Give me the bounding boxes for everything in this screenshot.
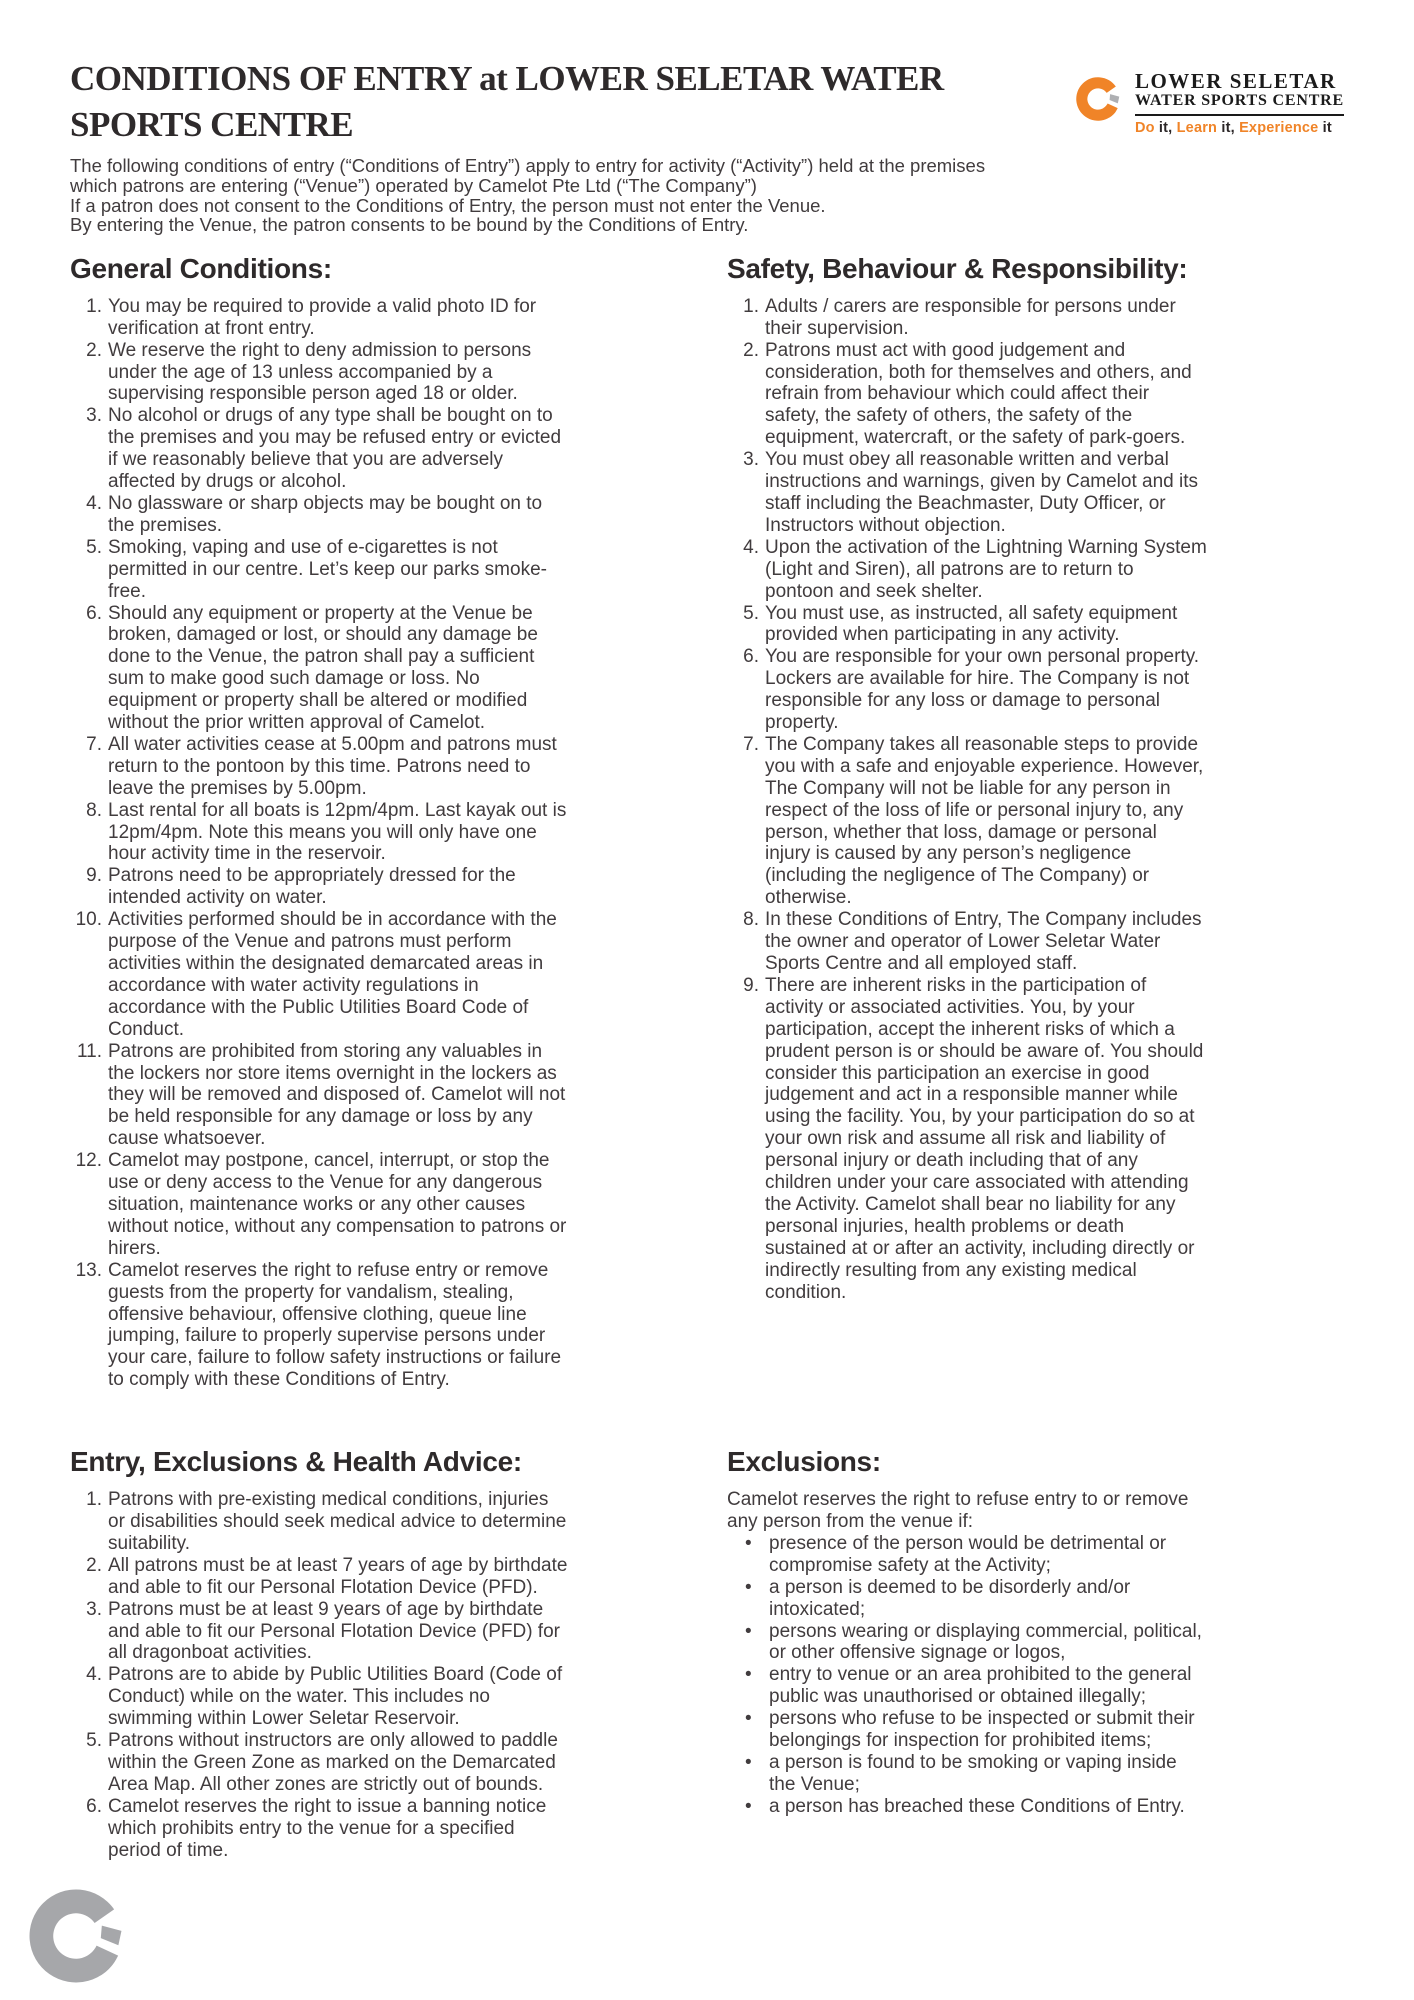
list-item: Adults / carers are responsible for persons under their supervision. — [765, 295, 1176, 339]
list-item: Smoking, vaping and use of e-cigarettes is not permitted in our centre. Let’s keep our parks smoke-free. — [108, 536, 547, 602]
list-item: You may be required to provide a valid photo ID for verification at front entry. — [108, 295, 537, 339]
list-item: Activities performed should be in accordance with the purpose of the Venue and patrons must perform activities within the designated demarcated areas in accordance with water activity regulations in accordance with the Public Utilities Board Code of Conduct. — [108, 909, 557, 1040]
safety-list — [727, 296, 1207, 1304]
list-item: Camelot reserves the right to refuse entry or remove guests from the property for vandalism, stealing, offensive behaviour, offensive clothing, queue line jumping, failure to properly supervise persons under your care, failure to follow safety instructions or failure to comply with these Conditions of Entry. — [108, 1259, 562, 1391]
header — [70, 56, 1344, 148]
list-item: Camelot may postpone, cancel, interrupt, or stop the use or deny access to the Venue for any dangerous situation, maintenance works or any other causes without notice, without any compensation to patrons or hirers. — [108, 1150, 567, 1259]
list-item: No glassware or sharp objects may be bought on to the premises. — [108, 492, 543, 536]
safety-heading: Safety, Behaviour & Responsibility: — [727, 252, 1188, 284]
exclusions-intro: Camelot reserves the right to refuse entry to or remove any person from the venue if: — [727, 1489, 1189, 1533]
page-title-line-1: CONDITIONS OF ENTRY at LOWER SELETAR WATER — [70, 59, 944, 98]
camelot-c-watermark-icon — [16, 1874, 136, 1998]
page-title-line-2: SPORTS CENTRE — [70, 105, 354, 145]
logo — [1071, 70, 1344, 136]
list-item: You must obey all reasonable written and verbal instructions and warnings, given by Camelot and its staff including the Beachmaster, Duty Officer, or Instructors without objection. — [765, 449, 1199, 536]
list-item: The Company takes all reasonable steps to provide you with a safe and enjoyable experience. However, The Company will not be liable for any person in respect of the loss of life or personal injury to, any person, whether that loss, damage or personal injury is caused by any person’s negligence (including the negligence of The Company) or otherwise. — [765, 733, 1204, 909]
tagline-word: Experience — [1239, 120, 1323, 137]
list-item: Patrons with pre-existing medical conditions, injuries or disabilities should seek medical advice to determine suitability. — [108, 1489, 567, 1554]
list-item: • a person is deemed to be disorderly and/or intoxicated; — [727, 1577, 1207, 1621]
list-item: In these Conditions of Entry, The Company includes the owner and operator of Lower Seletar Water Sports Centre and all employed staff. — [765, 909, 1202, 974]
tagline-word: it, — [1158, 120, 1177, 137]
list-item: Patrons without instructors are only allowed to paddle within the Green Zone as marked on the Demarcated Area Map. All other zones are strictly out of bounds. — [108, 1730, 558, 1795]
logo-name-line-1: LOWER SELETAR — [1134, 69, 1337, 93]
list-item: Patrons need to be appropriately dressed for the intended activity on water. — [108, 865, 516, 909]
list-item: All water activities cease at 5.00pm and patrons must return to the pontoon by this time. Patrons need to leave the premises by 5.00pm. — [108, 733, 557, 799]
intro-paragraphs — [70, 156, 1035, 234]
intro-paragraph-3: By entering the Venue, the patron consents to be bound by the Conditions of Entry. — [70, 214, 749, 236]
general-conditions-heading: General Conditions: — [70, 252, 332, 284]
list-item: • entry to venue or an area prohibited to the general public was unauthorised or obtained illegally; — [727, 1664, 1207, 1708]
list-item: Patrons are to abide by Public Utilities Board (Code of Conduct) while on the water. This includes no swimming within Lower Seletar Reservoir. — [108, 1664, 563, 1730]
list-item: • presence of the person would be detrimental or compromise safety at the Activity; — [727, 1533, 1207, 1577]
list-item: All patrons must be at least 7 years of age by birthdate and able to fit our Personal Flotation Device (PFD). — [108, 1554, 568, 1598]
list-item: Should any equipment or property at the Venue be broken, damaged or lost, or should any damage be done to the Venue, the patron shall pay a sufficient sum to make good such damage or loss. No equipment or property shall be altered or modified without the prior written approval of Camelot. — [108, 602, 538, 734]
exclusions-heading: Exclusions: — [727, 1446, 881, 1478]
list-item: We reserve the right to deny admission to persons under the age of 13 unless accompanied by a supervising responsible person aged 18 or older. — [108, 339, 532, 405]
list-item: Camelot reserves the right to issue a banning notice which prohibits entry to the venue for a specified period of time. — [108, 1795, 547, 1861]
section-entry-exclusions-health-advice — [70, 1446, 570, 1861]
intro-paragraph-2: If a patron does not consent to the Conditions of Entry, the person must not enter the Venue. — [70, 194, 826, 216]
list-item: You must use, as instructed, all safety equipment provided when participating in any activity. — [765, 602, 1178, 646]
section-exclusions — [727, 1446, 1207, 1861]
general-conditions-list — [70, 296, 570, 1391]
section-general-conditions — [70, 253, 570, 1391]
entry-exclusions-list — [70, 1489, 570, 1861]
tagline-word: it — [1322, 120, 1332, 137]
list-item: • a person is found to be smoking or vaping inside the Venue; — [727, 1752, 1207, 1796]
list-item: Last rental for all boats is 12pm/4pm. Last kayak out is 12pm/4pm. Note this means you will only have one hour activity time in the reservoir. — [108, 799, 567, 865]
list-item: Patrons are prohibited from storing any valuables in the lockers nor store items overnight in the lockers as they will be removed and disposed of. Camelot will not be held responsible for any damage or loss by any cause whatsoever. — [108, 1040, 566, 1150]
camelot-c-logo-icon — [1071, 70, 1125, 128]
content-columns — [70, 253, 1344, 1862]
list-item: No alcohol or drugs of any type shall be bought on to the premises and you may be refused entry or evicted if we reasonably believe that you are adversely affected by drugs or alcohol. — [108, 405, 562, 493]
logo-name-line-2: WATER SPORTS CENTRE — [1135, 92, 1344, 116]
list-item: Patrons must act with good judgement and consideration, both for themselves and others, and refrain from behaviour which could affect their safety, the safety of others, the safety of the equipment, watercraft, or the safety of park-goers. — [765, 339, 1192, 449]
logo-tagline — [1135, 120, 1344, 136]
tagline-word: Do — [1134, 120, 1159, 137]
list-item: There are inherent risks in the participation of activity or associated activities. You, by your participation, accept the inherent risks of which a prudent person is or should be aware of. You should consider this participation an exercise in good judgement and act in a responsible manner while using the facility. You, by your participation do so at your own risk and assume all risk and liability of personal injury or death including that of any children under your care associated with attending the Activity. Camelot shall bear no liability for any personal injuries, health problems or death sustained at or after an activity, including directly or indirectly resulting from any existing medical condition. — [765, 974, 1204, 1303]
page-title — [70, 56, 1030, 148]
list-item: Upon the activation of the Lightning Warning System (Light and Siren), all patrons are to return to pontoon and seek shelter. — [765, 536, 1207, 602]
tagline-word: Learn — [1176, 120, 1222, 137]
list-item: You are responsible for your own personal property. Lockers are available for hire. The Company is not responsible for any loss or damage to personal property. — [765, 646, 1200, 734]
list-item: • persons who refuse to be inspected or submit their belongings for inspection for prohibited items; — [727, 1708, 1207, 1752]
exclusions-list — [727, 1533, 1207, 1818]
list-item: Patrons must be at least 9 years of age by birthdate and able to fit our Personal Flotation Device (PFD) for all dragonboat activities. — [108, 1598, 560, 1664]
entry-exclusions-heading: Entry, Exclusions & Health Advice: — [70, 1446, 522, 1478]
intro-paragraph-1: The following conditions of entry (“Conditions of Entry”) apply to entry for activity (“Activity”) held at the premises which patrons are entering (“Venue”) operated by Camelot Pte Ltd (“The Company”) — [70, 155, 986, 196]
list-item: • persons wearing or displaying commercial, political, or other offensive signage or logos, — [727, 1621, 1207, 1665]
section-safety-behaviour-responsibility — [727, 253, 1207, 1391]
tagline-word: it, — [1221, 120, 1240, 137]
logo-text — [1135, 70, 1344, 136]
list-item: • a person has breached these Conditions of Entry. — [727, 1796, 1207, 1818]
